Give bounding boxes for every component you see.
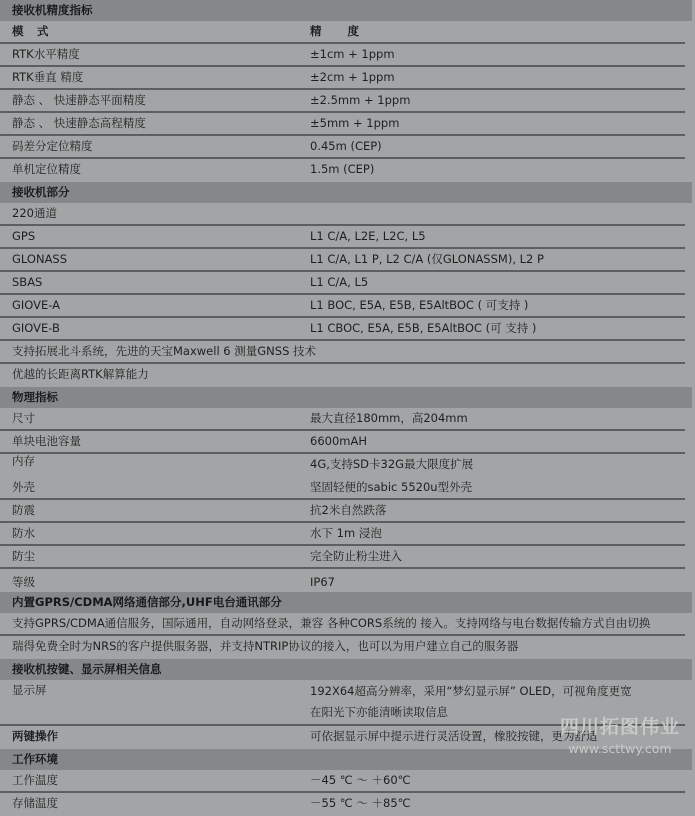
- row-value: 0.45m (CEP): [310, 139, 382, 153]
- row-value: L1 C/A, L5: [310, 275, 369, 289]
- table-row: [0, 523, 685, 546]
- row-label: 内存: [12, 454, 35, 468]
- row-value: ±2cm + 1ppm: [310, 70, 395, 84]
- section-title-comm: 内置GPRS/CDMA网络通信部分,UHF电台通讯部分: [0, 592, 692, 613]
- row-label: GPS: [12, 229, 36, 243]
- row-label: 防水: [12, 526, 35, 540]
- watermark: [560, 712, 680, 756]
- table-row: [0, 454, 685, 477]
- row-label: 等级: [12, 575, 35, 589]
- row-value-line: 在阳光下亦能清晰读取信息: [310, 705, 448, 719]
- table-row: [0, 226, 685, 249]
- row-label: 防尘: [12, 549, 35, 563]
- row-label: 单机定位精度: [12, 162, 81, 176]
- section-title-environment: 工作环境: [0, 749, 692, 770]
- section-title-accuracy: 接收机精度指标: [0, 0, 692, 21]
- row-label: 两键操作: [12, 729, 58, 743]
- row-label: RTK垂直 精度: [12, 70, 84, 84]
- row-label: 存储温度: [12, 796, 58, 810]
- row-label: 工作温度: [12, 773, 58, 787]
- row-value-line: 192X64超高分辨率，采用“梦幻显示屏” OLED，可视角度更宽: [310, 684, 632, 698]
- note-text: 瑞得免费全时为NRS的客户提供服务器，并支持NTRIP协议的接入，也可以为用户建立自己的服务器: [12, 639, 519, 653]
- row-label: 单块电池容量: [12, 434, 81, 448]
- row-value: －45 ℃ ～ ＋60℃: [310, 773, 411, 787]
- row-label: GLONASS: [12, 252, 68, 266]
- table-row: [0, 569, 685, 592]
- table-row: [0, 136, 685, 159]
- row-value: L1 CBOC, E5A, E5B, E5AltBOC (可 支持 ): [310, 321, 537, 335]
- table-row: [0, 546, 685, 569]
- header-mode: 模 式: [12, 24, 50, 38]
- header-precision: 精 度: [310, 24, 360, 38]
- section-comm: [0, 592, 695, 659]
- table-row: [0, 249, 685, 272]
- note-text: 支持拓展北斗系统，先进的天宝Maxwell 6 测量GNSS 技术: [12, 344, 317, 358]
- note-row: [0, 364, 685, 387]
- table-row: [0, 44, 685, 67]
- section-physical: [0, 387, 695, 592]
- table-row: [0, 477, 685, 500]
- row-value: 水下 1m 浸泡: [310, 526, 382, 540]
- row-value: ±5mm + 1ppm: [310, 116, 400, 130]
- row-value: L1 BOC, E5A, E5B, E5AltBOC ( 可支持 ): [310, 298, 529, 312]
- watermark-url: www.scttwy.com: [568, 741, 672, 756]
- table-row: [0, 159, 685, 182]
- row-label: 静态 、 快速静态平面精度: [12, 93, 146, 107]
- row-value: L1 C/A, L2E, L2C, L5: [310, 229, 426, 243]
- row-value: ±1cm + 1ppm: [310, 47, 395, 61]
- table-row: [0, 67, 685, 90]
- note-text: 支持GPRS/CDMA通信服务，国际通用，自动网络登录，兼容 各种CORS系统的 接入。支持网络与电台数据传输方式自由切换: [12, 616, 651, 630]
- row-value: 4G,支持SD卡32G最大限度扩展: [310, 457, 474, 471]
- row-label: SBAS: [12, 275, 43, 289]
- row-label: GIOVE-B: [12, 321, 60, 335]
- table-row: [0, 113, 685, 136]
- row-label: 码差分定位精度: [12, 139, 93, 153]
- table-row: [0, 500, 685, 523]
- table-row: [0, 90, 685, 113]
- section-title-receiver: 接收机部分: [0, 182, 692, 203]
- row-value: 1.5m (CEP): [310, 162, 375, 176]
- row-label: 静态 、 快速静态高程精度: [12, 116, 146, 130]
- table-row: [0, 793, 685, 816]
- table-row: [0, 203, 685, 226]
- section-environment: [0, 749, 695, 816]
- row-value: ±2.5mm + 1ppm: [310, 93, 411, 107]
- note-row: [0, 341, 685, 364]
- row-label: 尺寸: [12, 411, 35, 425]
- row-label: 显示屏: [12, 683, 47, 697]
- note-row: [0, 613, 685, 636]
- row-label: 外壳: [12, 480, 35, 494]
- row-value: 6600mAH: [310, 434, 367, 448]
- row-value: IP67: [310, 575, 335, 589]
- watermark-name: 四川拓图伟业: [560, 716, 681, 738]
- section-title-display: 接收机按键、显示屏相关信息: [0, 659, 692, 680]
- row-label: 防震: [12, 503, 35, 517]
- section-title-physical: 物理指标: [0, 387, 692, 408]
- row-value: 可依据显示屏中提示进行灵活设置，橡胶按键，更为舒适: [310, 729, 598, 743]
- section-accuracy: [0, 0, 695, 182]
- row-label: 220通道: [12, 206, 57, 220]
- note-text: 优越的长距离RTK解算能力: [12, 367, 149, 381]
- table-row: [0, 770, 685, 793]
- note-row: [0, 636, 685, 659]
- table-header: [0, 21, 685, 44]
- row-value: L1 C/A, L1 P, L2 C/A (仅GLONASSM), L2 P: [310, 252, 544, 266]
- section-receiver: [0, 182, 695, 387]
- table-row: [0, 408, 685, 431]
- table-row: [0, 272, 685, 295]
- table-row: [0, 318, 685, 341]
- row-value: 最大直径180mm，高204mm: [310, 411, 468, 425]
- table-row: [0, 295, 685, 318]
- row-value: 抗2米自然跌落: [310, 503, 387, 517]
- row-value: 坚固轻便的sabic 5520u型外壳: [310, 480, 473, 494]
- table-row: [0, 431, 685, 454]
- row-label: RTK水平精度: [12, 47, 80, 61]
- row-value: 完全防止粉尘进入: [310, 549, 402, 563]
- row-value: －55 ℃ ～ ＋85℃: [310, 796, 411, 810]
- row-label: GIOVE-A: [12, 298, 61, 312]
